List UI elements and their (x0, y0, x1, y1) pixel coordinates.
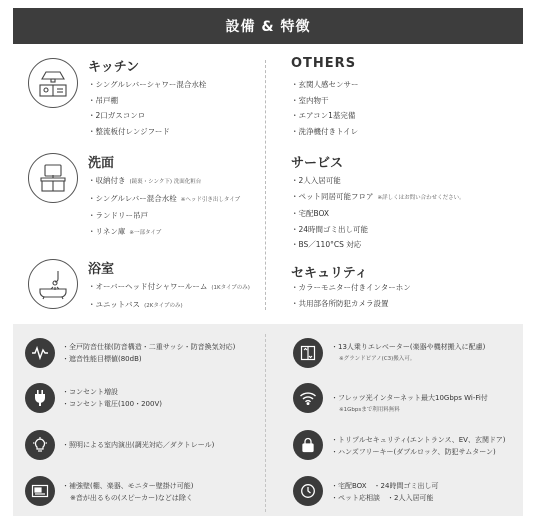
others-item: ・室内物干 (291, 95, 329, 105)
bathroom-title: 浴室 (88, 262, 115, 277)
kitchen-item: ・整流板付レンジフード (88, 126, 170, 136)
plug-icon (25, 383, 55, 413)
lightbulb-icon (25, 430, 55, 460)
washroom-item: ・ランドリー吊戸 (88, 211, 148, 220)
washroom-item: ・リネン庫 ※一部タイプ (88, 226, 162, 236)
feature-line: ・ペット応相談 ・2人入居可能 (331, 494, 434, 502)
security-title: セキュリティ (291, 266, 368, 281)
services-item: ・宅配BOX (291, 209, 330, 218)
elevator-icon (293, 338, 323, 368)
services-item: ・BS／110°CS 対応 (291, 240, 362, 249)
washroom-item: ・シングルレバー混合水栓 ※ヘッド引き出しタイプ (88, 193, 241, 203)
washroom-title: 洗面 (88, 156, 115, 171)
feature-line: ・全戸防音仕様(防音構造・二重サッシ・防音換気対応) (62, 343, 236, 351)
feature-line: ・トリプルセキュリティ(エントランス、EV、玄関ドア) (331, 436, 506, 444)
feature-line: ・宅配BOX ・24時間ゴミ出し可 (331, 482, 439, 490)
feature-line: ・13人乗りエレベーター(楽器や機材搬入に配慮) (331, 343, 486, 351)
services-item: ・2人入居可能 (291, 176, 341, 185)
bathroom-item: ・オーバーヘッド付シャワールーム (1Kタイプのみ) (88, 282, 250, 291)
lock-icon (293, 430, 323, 460)
kitchen-item: ・2口ガスコンロ (88, 111, 146, 120)
page-title: 設備 & 特徴 (13, 8, 523, 44)
feature-line: ・照明による室内演出(調光対応／ダクトレール) (62, 441, 215, 449)
feature-line: ・ハンズフリーキー(ダブルロック、防犯サムターン) (331, 448, 496, 456)
feature-note: ※グランドピアノ(C3)搬入可。 (339, 356, 416, 362)
feature-line: ・コンセント増設 (62, 388, 118, 396)
feature-note: ※音が出るもの(スピーカー)などは除く (70, 494, 193, 502)
clock-icon (293, 476, 323, 506)
washroom-item: ・収納付き (鏡裏・シンク下) 洗面化粧台 (88, 176, 202, 185)
others-item: ・玄関人感センサー (291, 80, 359, 89)
kitchen-title: キッチン (88, 60, 140, 75)
security-item: ・共用部各所防犯カメラ設置 (291, 298, 389, 308)
features-divider (265, 334, 266, 512)
others-item: ・エアコン1基完備 (291, 111, 356, 120)
wifi-icon (293, 383, 323, 413)
feature-note: ※1Gbpsまで利用料無料 (339, 407, 400, 413)
others-item: ・洗浄機付きトイレ (291, 126, 359, 136)
washroom-icon (28, 153, 78, 203)
feature-line: ・遮音性能目標値(80dB) (62, 355, 142, 363)
kitchen-item: ・吊戸棚 (88, 95, 118, 105)
soundwave-icon (25, 338, 55, 368)
services-item: ・24時間ゴミ出し可能 (291, 224, 369, 234)
security-item: ・カラーモニター付きインターホン (291, 283, 411, 292)
kitchen-icon (28, 58, 78, 108)
feature-line: ・コンセント電圧(100・200V) (62, 400, 162, 408)
kitchen-item: ・シングルレバーシャワー混合水栓 (88, 80, 207, 89)
others-title: OTHERS (291, 56, 357, 71)
bathroom-item: ・ユニットバス (2Kタイプのみ) (88, 299, 183, 309)
wall-mount-icon (25, 476, 55, 506)
feature-line: ・フレッツ光インターネット最大10Gbps Wi-Fi付 (331, 394, 488, 402)
services-title: サービス (291, 156, 344, 171)
feature-line: ・補強壁(棚、楽器、モニター壁掛け可能) (62, 482, 194, 490)
column-divider (265, 60, 266, 310)
services-item: ・ペット同居可能フロア ※詳しくはお問い合わせください。 (291, 191, 465, 201)
bathroom-icon (28, 259, 78, 309)
